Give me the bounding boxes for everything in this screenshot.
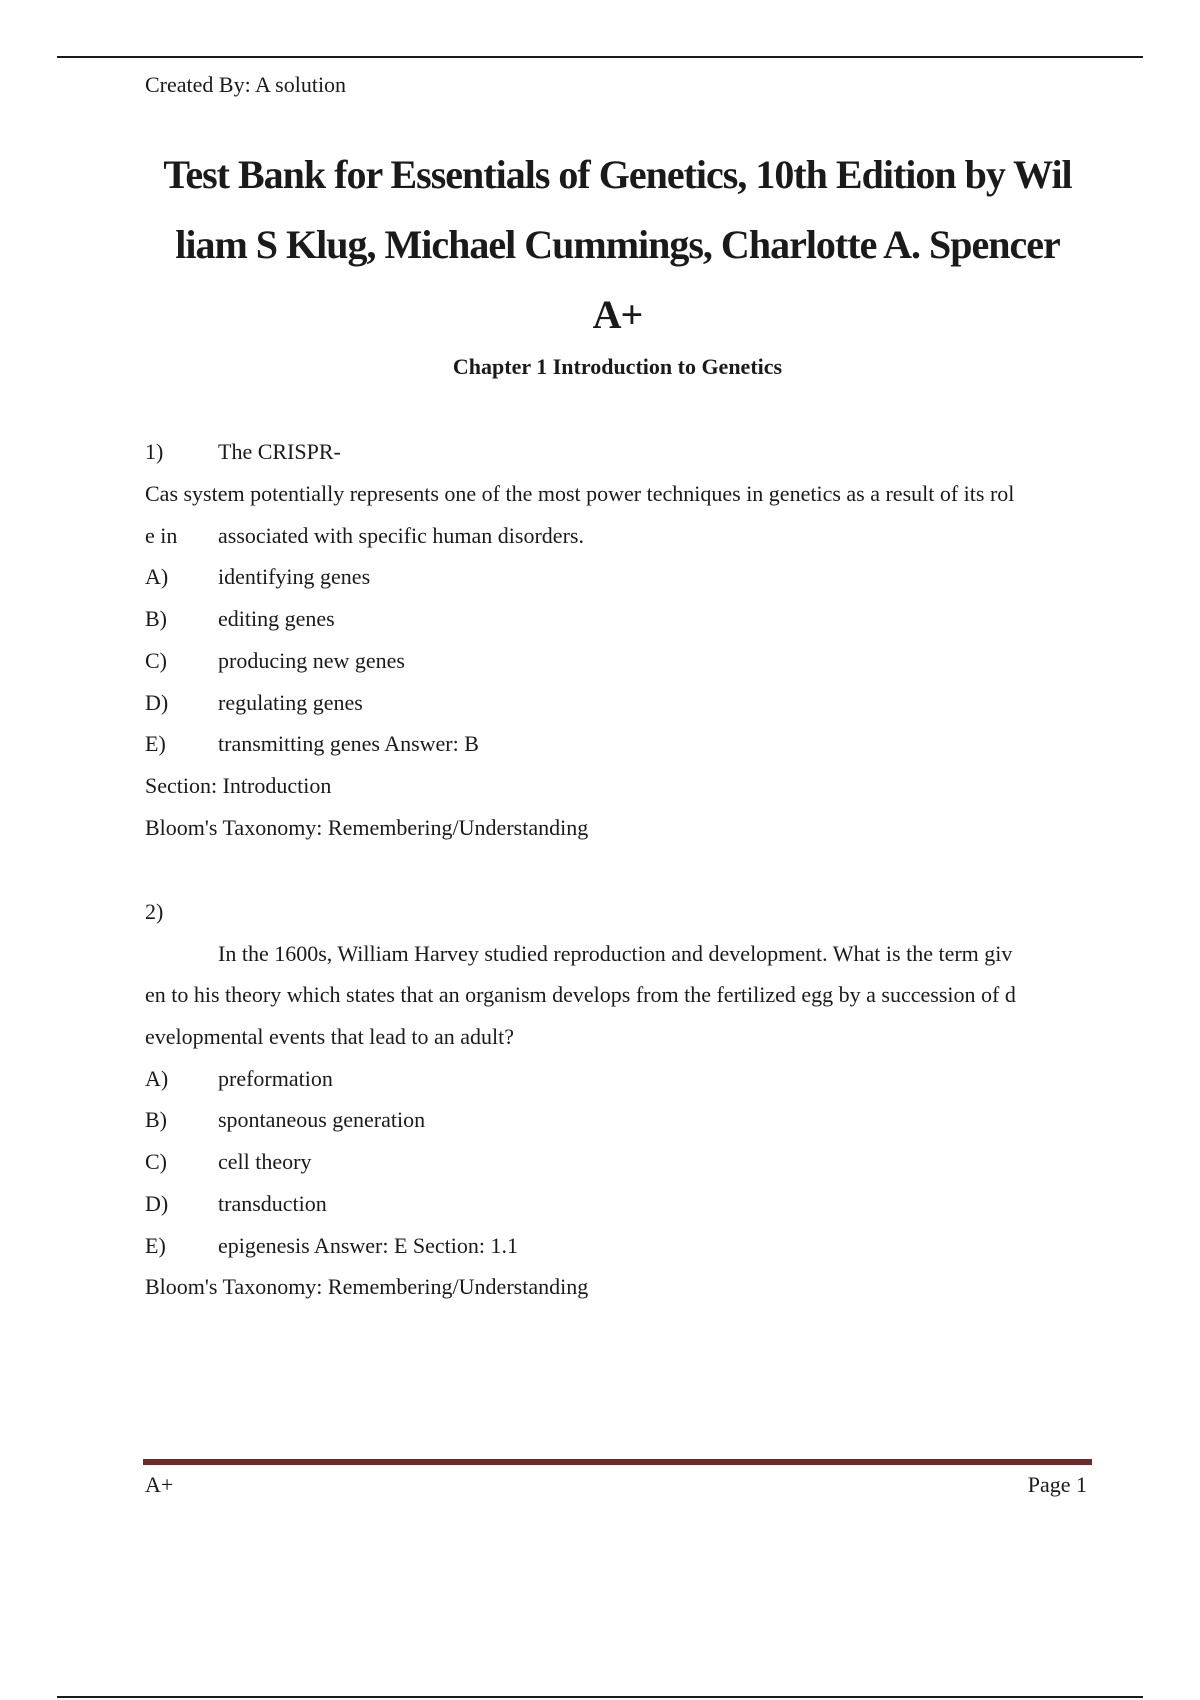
option-text: preformation	[218, 1066, 333, 1091]
option-letter: C)	[145, 1149, 167, 1174]
question-1-stem-start: The CRISPR-	[218, 439, 341, 464]
question-1-bloom: Bloom's Taxonomy: Remembering/Understanding	[145, 815, 589, 840]
page-number: Page 1	[1027, 1472, 1087, 1497]
option-text: identifying genes	[218, 564, 371, 589]
option-letter: C)	[145, 648, 167, 673]
option-text: regulating genes	[218, 690, 363, 715]
creator-line: Created By: A solution	[145, 72, 347, 97]
option-letter: E)	[145, 1233, 166, 1258]
option-text: transmitting genes Answer: B	[218, 731, 479, 756]
option-text: epigenesis Answer: E Section: 1.1	[218, 1233, 519, 1258]
question-2-stem-line-2: en to his theory which states that an organism develops from the fertilized egg by a succession of d	[145, 982, 1016, 1007]
question-1-section: Section: Introduction	[145, 773, 332, 798]
option-text: transduction	[218, 1191, 327, 1216]
option-text: spontaneous generation	[218, 1107, 426, 1132]
title-line-2: liam S Klug, Michael Cummings, Charlotte A. Spencer	[175, 222, 1060, 267]
question-1-number: 1)	[145, 439, 164, 464]
option-text: editing genes	[218, 606, 335, 631]
document-title	[100, 140, 1135, 350]
option-letter: D)	[145, 1191, 169, 1216]
question-2-option-b	[145, 1107, 425, 1133]
option-letter: D)	[145, 690, 169, 715]
option-text: producing new genes	[218, 648, 405, 673]
footer-divider	[143, 1459, 1092, 1465]
title-line-1: Test Bank for Essentials of Genetics, 10th Edition by Wil	[163, 152, 1072, 197]
question-1-stem-line-1	[145, 439, 341, 465]
question-2-number: 2)	[145, 899, 164, 924]
option-text: cell theory	[218, 1149, 312, 1174]
bottom-divider	[57, 1696, 1143, 1698]
question-2-bloom: Bloom's Taxonomy: Remembering/Understanding	[145, 1274, 589, 1299]
option-letter: B)	[145, 606, 167, 631]
question-1-option-a	[145, 564, 370, 590]
question-1-stem-line-2: Cas system potentially represents one of the most power techniques in genetics as a result of its rol	[145, 481, 1015, 506]
footer-left-label: A+	[145, 1472, 174, 1497]
question-2-option-e	[145, 1233, 518, 1259]
question-2-option-c	[145, 1149, 311, 1175]
option-letter: B)	[145, 1107, 167, 1132]
question-2-option-a	[145, 1066, 333, 1092]
chapter-heading: Chapter 1 Introduction to Genetics	[452, 354, 783, 379]
question-2-option-d	[145, 1191, 327, 1217]
question-2-stem-line-1: In the 1600s, William Harvey studied reproduction and development. What is the term giv	[218, 941, 1013, 966]
question-1-stem-prefix: e in	[145, 523, 178, 548]
question-1-option-c	[145, 648, 405, 674]
question-2-stem-line-3: evelopmental events that lead to an adult?	[145, 1024, 514, 1049]
option-letter: A)	[145, 564, 169, 589]
question-1-option-e	[145, 731, 479, 757]
question-1-option-d	[145, 690, 363, 716]
question-1-stem-line-3	[145, 523, 584, 549]
question-1-stem-rest: associated with specific human disorders.	[218, 523, 584, 548]
option-letter: E)	[145, 731, 166, 756]
question-1-option-b	[145, 606, 335, 632]
option-letter: A)	[145, 1066, 169, 1091]
top-divider	[57, 56, 1143, 58]
title-line-3: A+	[592, 292, 643, 337]
